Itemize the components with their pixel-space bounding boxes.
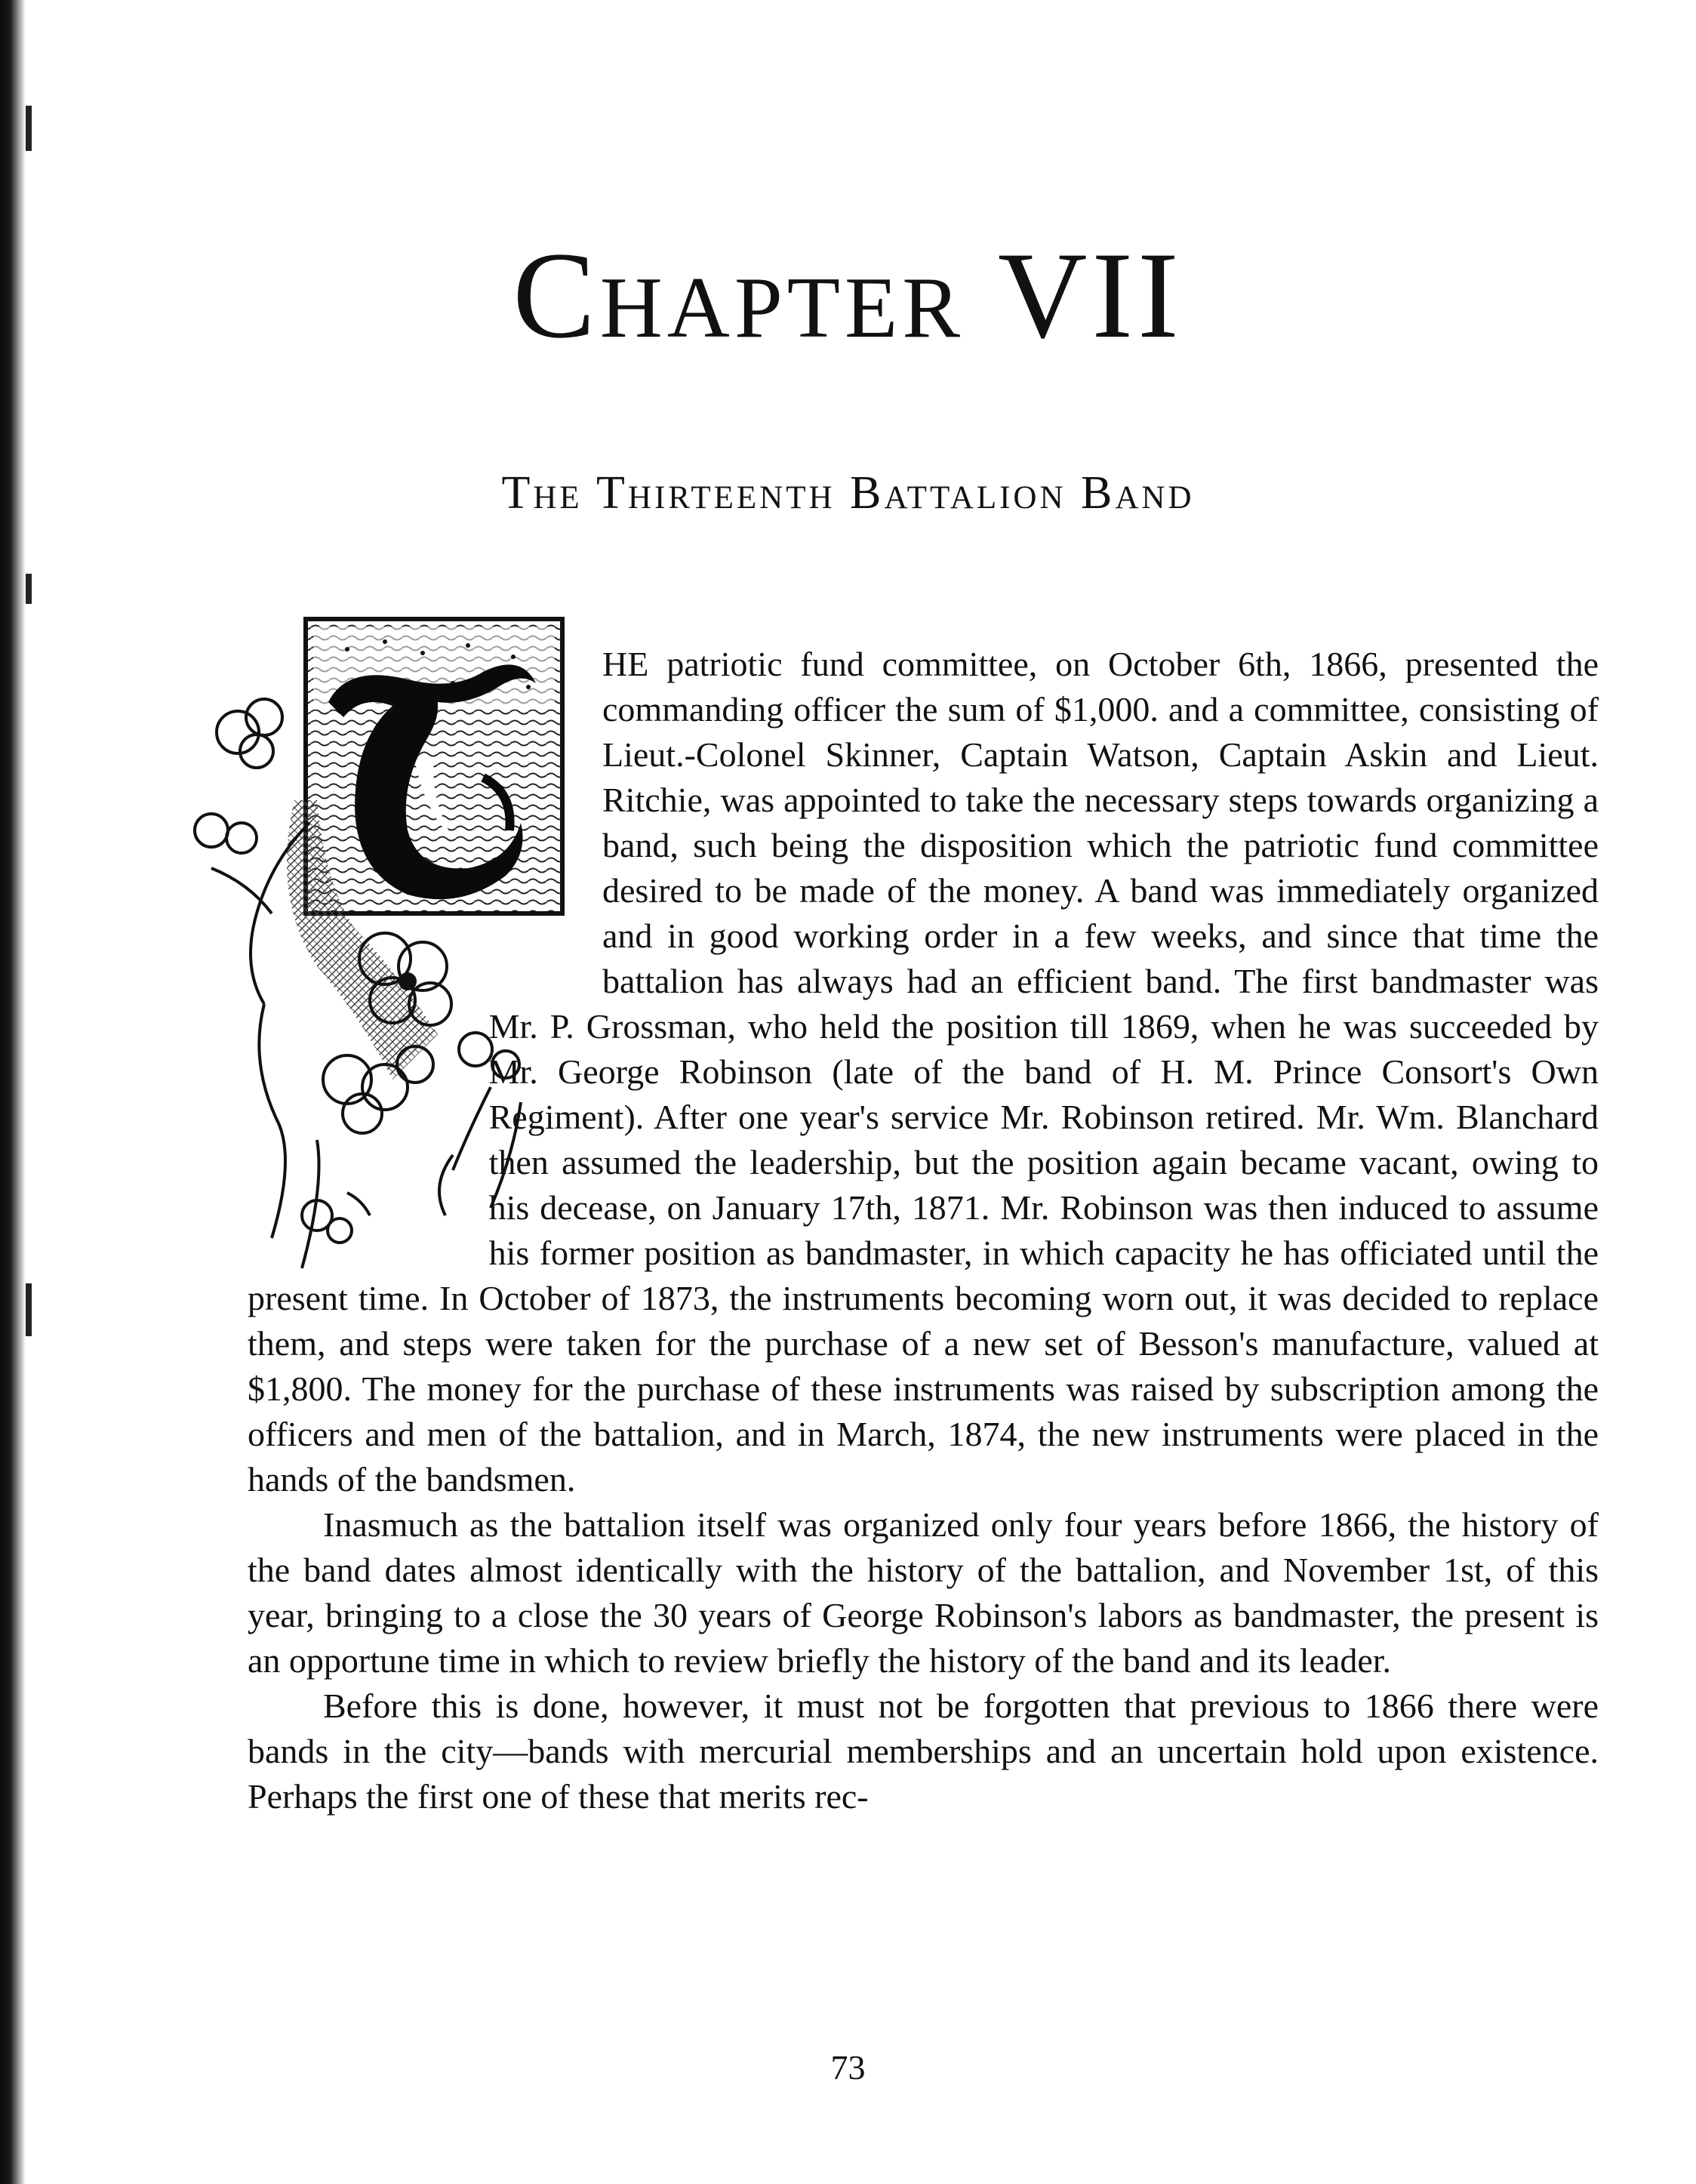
chapter-title: Chapter VII: [512, 227, 1184, 364]
page-number: 73: [830, 2048, 866, 2087]
paragraph: Inasmuch as the battalion itself was organized only four years before 1866, the history of the band dates almost identically with the history of the battalion, and November 1st, of this year, bringing to a close the 30 years of George Robinson's labors as bandmaster, the present is an opportune time in which to review briefly the history of the band and its leader.: [248, 1505, 1599, 1680]
spine-mark: [26, 106, 32, 151]
spine-mark: [26, 574, 32, 604]
paragraph: HE patriotic fund committee, on October 6th, 1866, presented the commanding officer the sum of $1,000. and a committee, consisting of Lieut.-Colonel Skinner, Captain Watson, Captain Askin and Lieut. Ritchie, was appointed to take the necessary steps towards organizing a band, such being the disposition which the patriotic fund committee desired to be made of the money. A band was immediately organized and in good working order in a few weeks, and since that time the battalion has always had an efficient band. The first bandmaster was Mr. P. Grossman, who held the position till 1869, when he was succeeded by Mr. George Robinson (late of the band of H. M. Prince Consort's Own Regiment). After one year's service Mr. Robinson retired. Mr. Wm. Blanchard then assumed the leadership, but the position again became vacant, owing to his decease, on January 17th, 1871. Mr. Robinson was then induced to assume his former position as bandmaster, in which capacity he has officiated until the present time. In October of 1873, the instruments becoming worn out, it was decided to replace them, and steps were taken for the purchase of a new set of Besson's manufacture, valued at $1,800. The money for the purchase of these instruments was raised by subscription among the officers and men of the battalion, and in March, 1874, the new instruments were placed in the hands of the bandsmen.: [248, 645, 1599, 1499]
spine-mark: [26, 1283, 32, 1336]
chapter-subtitle: The Thirteenth Battalion Band: [501, 467, 1195, 519]
paragraph: Before this is done, however, it must not be forgotten that previous to 1866 there were bands in the city—bands with mercurial memberships and an uncertain hold upon existence. Perhaps the first one of these that merits rec-: [248, 1687, 1599, 1816]
body-text: [248, 642, 1599, 1819]
